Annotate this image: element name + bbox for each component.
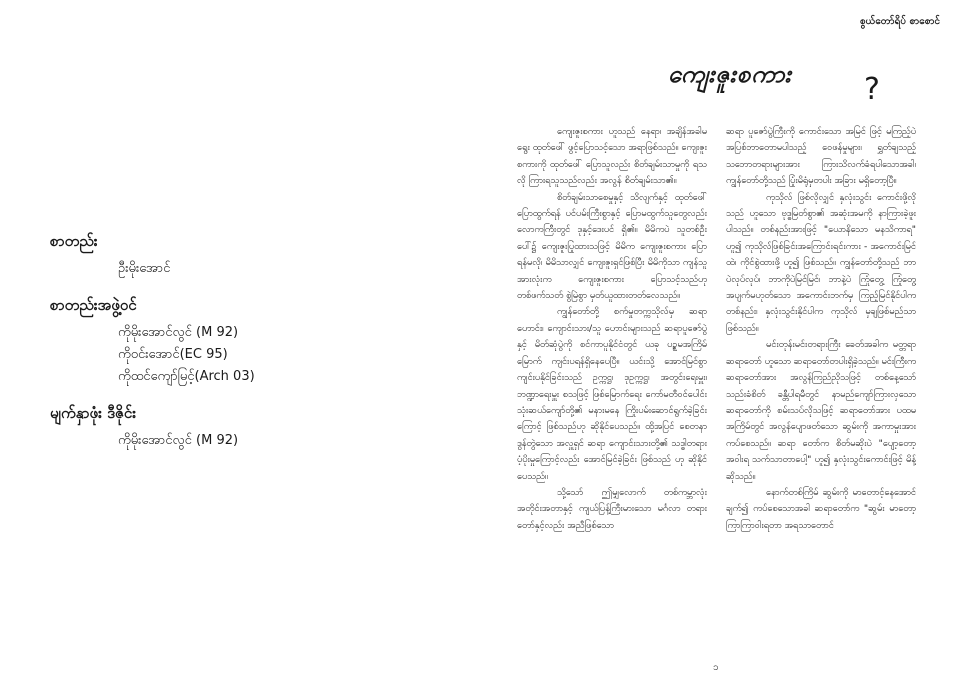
editor-section: [50, 232, 170, 282]
paragraph: သို့သော် ဤမျှလောက် တစ်ကမ္ဘာလုံး အတိုင်းအတာနှင့် ကျယ်ပြန့်ကြီးမားသော မင်္ဂလာ တရားတော်နှင့်လည်း အညီဖြစ်သော: [517, 486, 707, 531]
team-member: ကိုထင်ကျော်မြင့်(Arch 03): [118, 369, 255, 384]
team-member: ကိုမိုးအောင်လွင် (M 92): [118, 325, 239, 340]
cover-designer-name: ကိုမိုးအောင်လွင် (M 92): [118, 433, 239, 448]
paragraph: ဆရာ ပူဇော်ပွဲကြီးကို ကောင်းသော အမြင် ဖြင့် မကြည့်ပဲ အပြစ်ဘာတောမပါသည့် ဝေဖန်မှုများ၊ ရွှတ်ချသည့် သဘောတရားများအား ကြားသိလက်ခံရပါသောအခါ၊ ကျွန်တော်တို့သည် ပြုံးမိရုံမှတပါး အခြား မရှိတော့ပြီ။: [726, 126, 916, 187]
editor-heading: စာတည်း: [50, 232, 98, 250]
paragraph: နောက်တစ်ကြိမ် ဆွမ်းကို မာတောင့်နေအောင် ချက်၍ ကပ်စေသောအခါ ဆရာတော်က "ဆွမ်း မာတော့ ကြာကြာဝါးရတာ အရသာတောင်: [726, 486, 916, 531]
paragraph: မင်းတုန်းမင်းတရားကြီး ခေတ်အခါက မတ္တရာဆရာတော် ဟူသော ဆရာတော်တပါးရှိခဲ့သည်။ မင်းကြီးက ဆရာတော်အား အလွန်ကြည်ညိုသဖြင့် တစ်နေ့သော် သည်းခံစိတ် ခန္တီပါရမီတွင် နာမည်ကျော်ကြားလှသော ဆရာတော်ကို စမ်းသပ်လိုသဖြင့် ဆရာတော်အား ပထမ အကြိမ်တွင် အလွန်ပျောဖတ်သော ဆွမ်းကို အကာမှုးအား ကပ်စေသည်။ ဆရာ တော်က စိတ်မဆိုးပဲ "ပျော့တော့ အဝါးရ သက်သာတာပေါ့" ဟူ၍ နှလုံးသွင်းကောင်းဖြင့် မိန့်ဆိုသည်။: [726, 339, 916, 482]
cover-design-heading: မျက်နှာဖုံး ဒီဇိုင်း: [50, 404, 137, 422]
article-column-left: [517, 124, 707, 669]
page-number: ၁: [713, 662, 719, 673]
article-title: ကျေးဇူးစကား: [668, 60, 792, 88]
paragraph: ကျွန်တော်တို့ စက်မှုတက္ကသိုလ်မှ ဆရာဟောင်း၊ ကျောင်းသား/သူ ဟောင်းများသည် ဆရာပူဇော်ပွဲနှင့် မိတ်ဆုံပွဲကို စင်ကာပူနိုင်ငံတွင် ယခု ပဉ္စမအကြိမ်မြောက် ကျင်းပရန်ရှိနေပေပြီ။ ယင်းသို့ အောင်မြင်စွာ ကျင်းပနိုင်ခြင်းသည် ဥက္ကဋ္ဌ၊ ဒုဥက္ကဋ္ဌ၊ အတွင်းရေးမှူး၊ ဘဏ္ဍာရေးမှူး စသဖြင့် ဖြစ်မြောက်ရေး ကော်မတီဝင်ပေါင်း သုံးဆယ်ကျော်တို့၏ မနားမနေ ကြိုးပမ်းဆောင်ရွက်ခဲ့ခြင်းကြောင့် ဖြစ်သည်ဟု ဆိုနိုင်ပေသည်။ ထို့အပြင် စေတနာ ဒွန်တွဲသော အလှူရှင် ဆရာ ကျောင်းသားတို့၏ သဒ္ဓါတရား ပံ့ပိုးမှုကြောင့်လည်း အောင်မြင်ခဲ့ခြင်း ဖြစ်သည် ဟု ဆိုနိုင်ပေသည်။: [517, 306, 707, 482]
publication-header: စွယ်တော်ရိပ် စာစောင်: [860, 16, 940, 27]
paragraph: ကျေးဇူးစကား ဟူသည် နေရာ၊ အချိန်အခါမရွေး ထုတ်ဖေါ် ဖွင့်ပြောသင့်သော အရာဖြစ်သည်။ ကျေးဇူးစကားကို ထုတ်ဖေါ် ပြောသူလည်း စိတ်ချမ်းသာမှုကို ရသလို ကြားရသူသည်လည်း အလွန် စိတ်ချမ်းသာ၏။: [517, 126, 707, 187]
paragraph: ကုသိုလ် ဖြစ်လိုလျှင် နှလုံးသွင်း ကောင်းဖို့လိုသည် ဟူသော ဗုဒ္ဓမြတ်စွာ၏ အဆုံးအမကို နာကြားခဲ့ဖူးပါသည်။ တစ်နည်းအားဖြင့် "ယောနိသော မနသိကာရ" ဟူ၍ ကုသိုလ်ဖြစ်ခြင်းအကြောင်းရင်းကား - အကောင်းမြင်ထဲ၊ ကိုင်စွဲထားဖို့ ဟူ၍ ဖြစ်သည်။ ကျွန်တော်တို့သည် ဘာပဲလုပ်လုပ်၊ ဘာကိုပဲမြင်မြင်၊ ဘာနဲ့ပဲ ကြုံတွေ့ ကြုံတွေ့ အပျက်မဟုတ်သော အကောင်းဘက်မှ ကြည့်မြင်နိုင်ပါက တစ်နည်း၊ နှလုံးသွင်းနိုင်ပါက ကုသိုလ် မှချဖြစ်မည်သာ ဖြစ်သည်။: [726, 191, 916, 334]
editorial-team-heading: စာတည်းအဖွဲ့ဝင်: [50, 296, 137, 314]
article-column-right: [726, 124, 916, 669]
team-member: ကိုဝင်းအောင်(EC 95): [118, 347, 228, 362]
editor-name: ဦးမိုးအောင်: [118, 261, 171, 276]
paragraph: စိတ်ချမ်းသာစေမှုနှင့် သိလျက်နှင့် ထုတ်ဖေါ် ပြောထွက်ရန် ပင်ပမ်းကြီးစွာနှင့် ပြောမထွက်သူတွေလည်း လောကကြီးတွင် ဒုနှင့်ဒေးပင် ရှိ၏။ မိမိကပဲ သူတစ်ဦးပေါ်၌ ကျေးဇူးပြုထားသဖြင့် မိမိက ကျေးဇူးစကား ပြောရန်မလို၊ မိမိသာလျှင် ကျေးဇူးရှင်ဖြစ်ပြီး မိမိကိုသာ ကျန်သူအားလုံးက ကျေးဇူးစကား ပြောသင့်သည်ဟု တစ်ဖက်သတ် စွဲမြဲစွာ မှတ်ယူထားတတ်လေသည်။: [517, 191, 707, 302]
editorial-team-section: [50, 296, 255, 390]
cover-design-section: [50, 404, 238, 454]
editorial-team-list: [50, 324, 255, 387]
title-question-mark: ?: [864, 72, 880, 107]
